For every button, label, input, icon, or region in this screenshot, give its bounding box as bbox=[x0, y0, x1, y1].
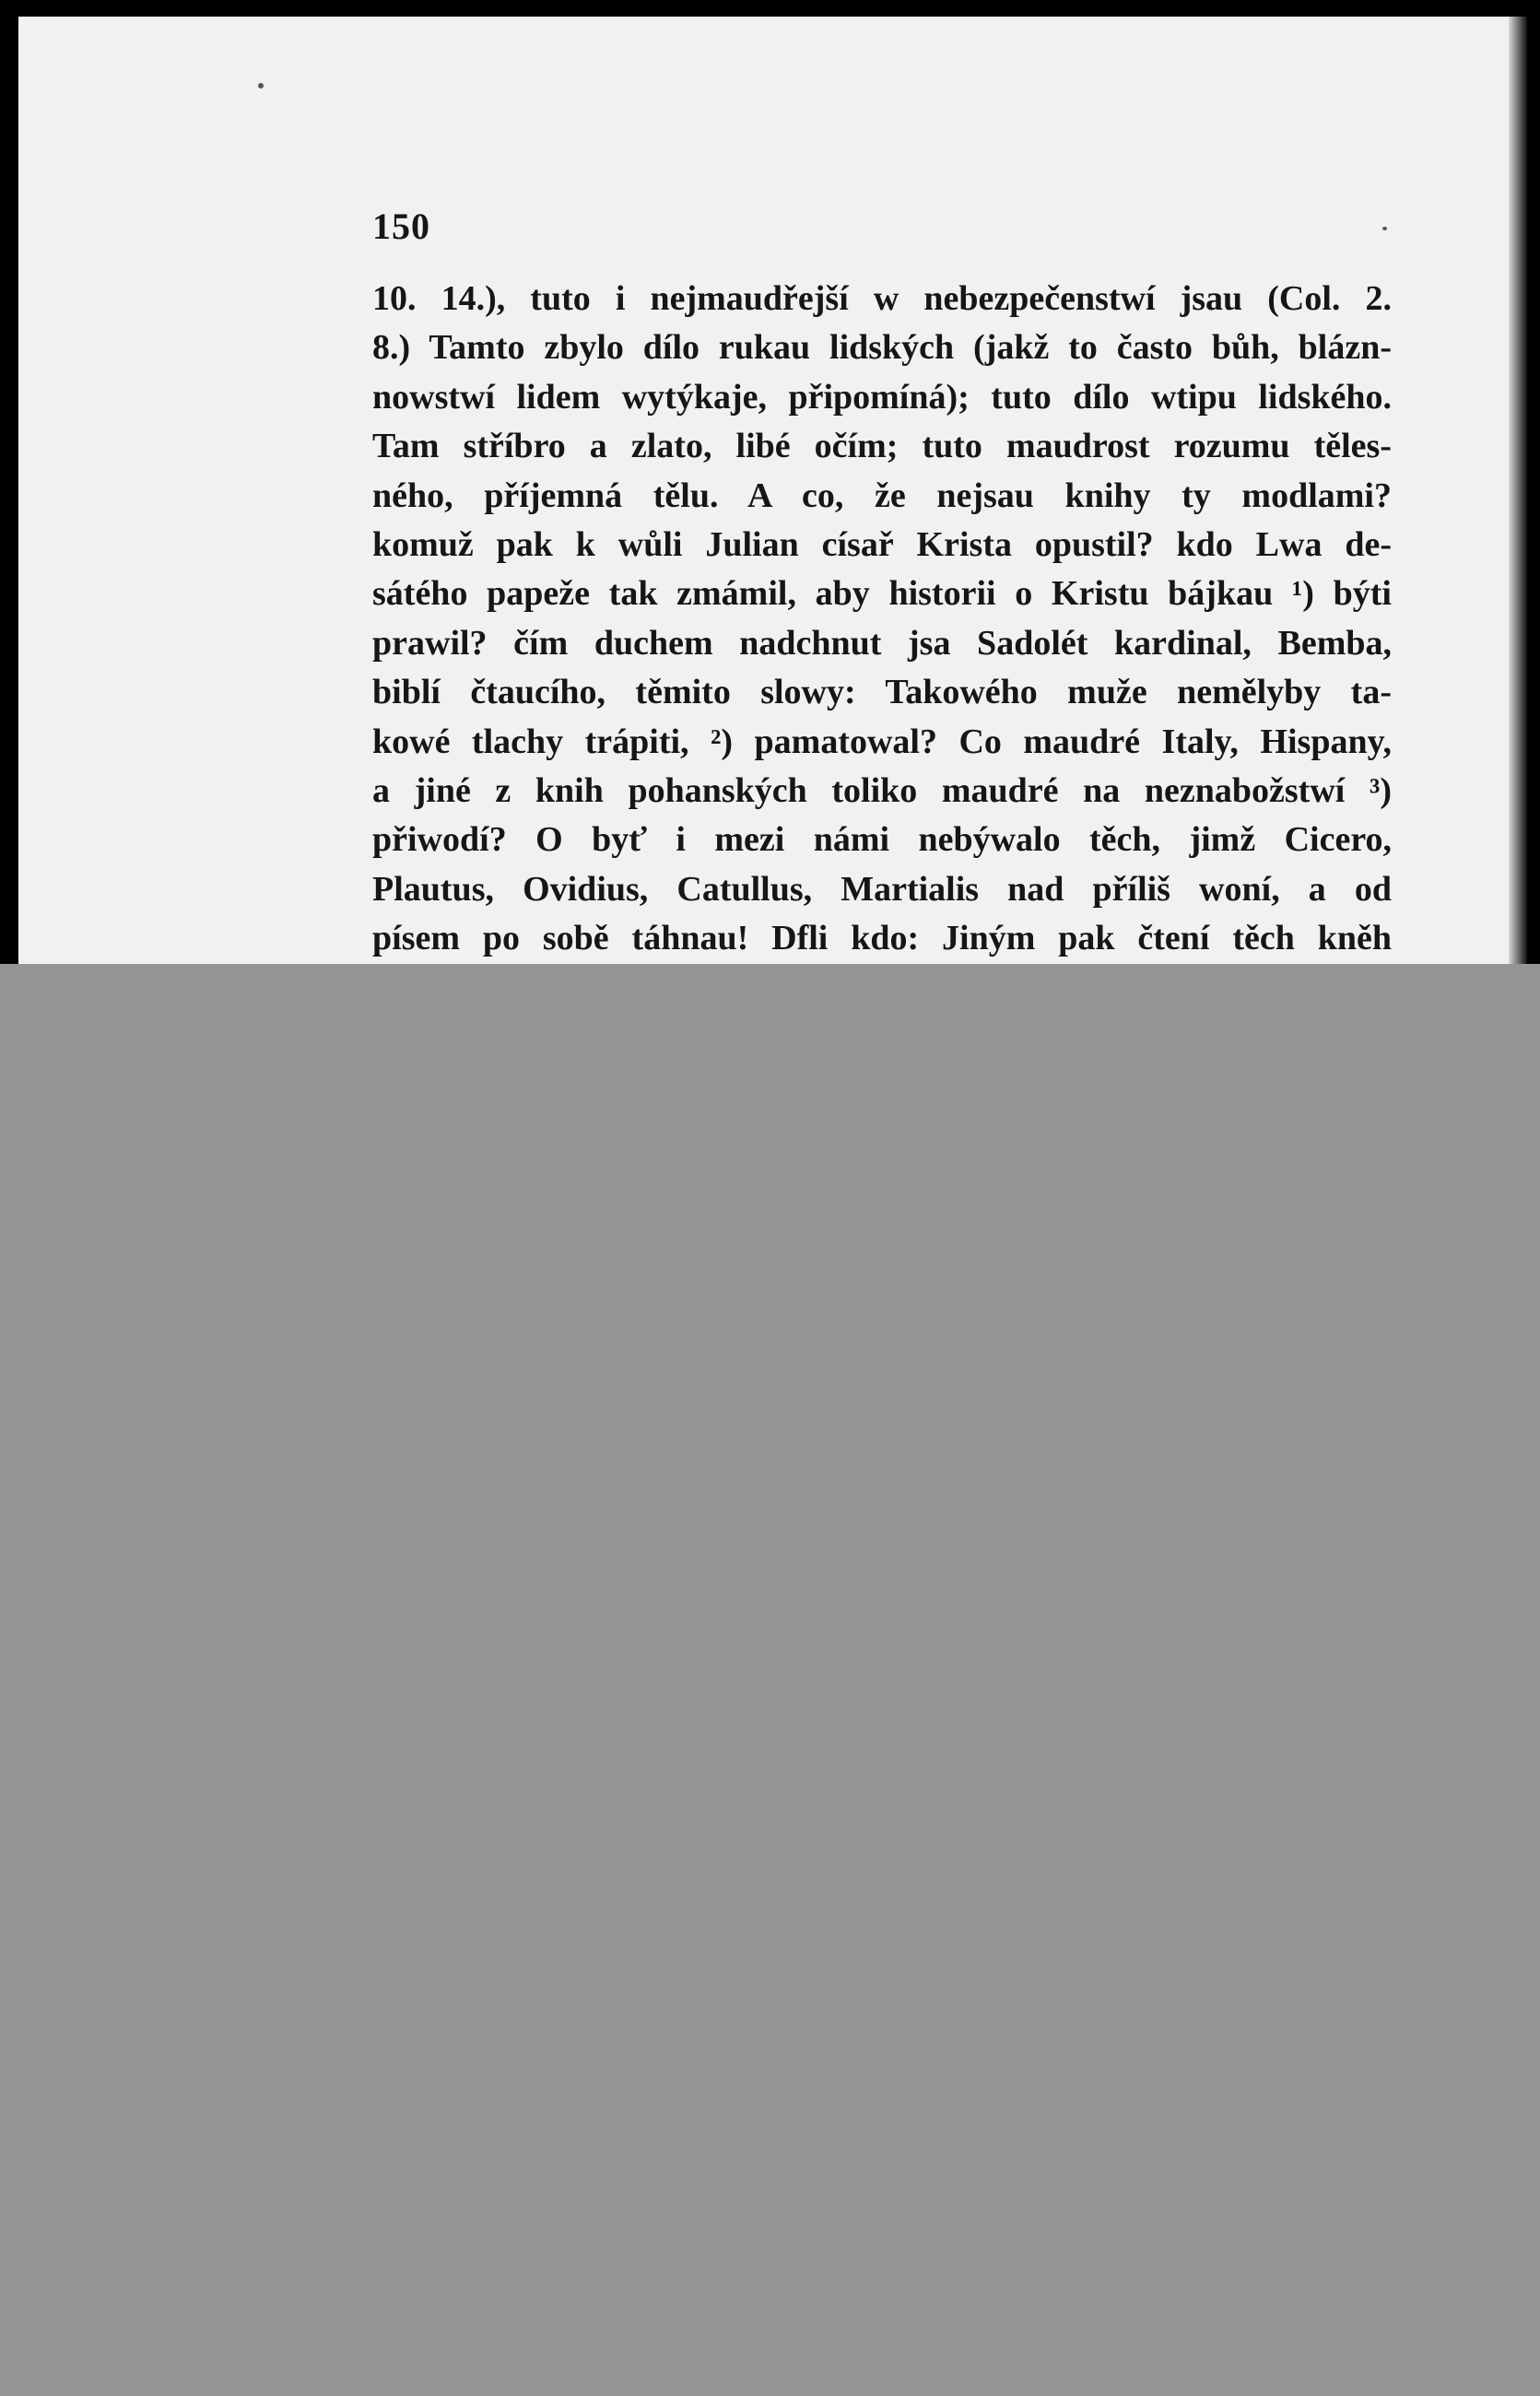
ink-speck bbox=[1382, 227, 1387, 230]
text-line: a jiné z knih pohanských toliko maudré na neznabožstwí ³) bbox=[372, 770, 1392, 810]
text-line: písem po sobě táhnau! Dfli kdo: Jiným pak čtení těch kněh bbox=[372, 919, 1392, 958]
text-line: sátého papeže tak zmámil, aby historii o Kristu bájkau ¹) býti bbox=[372, 574, 1392, 614]
text-line: Tam stříbro a zlato, libé očím; tuto maudrost rozumu těles- bbox=[372, 427, 1392, 466]
text-line: Plautus, Ovidius, Catullus, Martialis nad příliš woní, a od bbox=[372, 869, 1392, 909]
text-line: 10. 14.), tuto i nejmaudřejší w nebezpečenstwí jsau (Col. 2. bbox=[372, 279, 1392, 318]
text-line: kowé tlachy trápiti, ²) pamatowal? Co maudré Italy, Hispany, bbox=[372, 722, 1392, 761]
page-number: 150 bbox=[372, 206, 430, 247]
text-line: nowstwí lidem wytýkaje, připomíná); tuto dílo wtipu lidského. bbox=[372, 377, 1392, 417]
text-line: ného, příjemná tělu. A co, že nejsau knihy ty modlami? bbox=[372, 476, 1392, 515]
body-text bbox=[372, 275, 1392, 1013]
text-line: 8.) Tamto zbylo dílo rukau lidských (jakž to často bůh, blázn- bbox=[372, 328, 1392, 368]
page-edge bbox=[1509, 17, 1527, 966]
ink-speck bbox=[258, 83, 264, 88]
text-line: prawil? čím duchem nadchnut jsa Sadolét kardinal, Bemba, bbox=[372, 623, 1392, 663]
redaction-overlay bbox=[0, 964, 1540, 2396]
text-line: biblí čtaucího, těmito slowy: Takowého muže nemělyby ta- bbox=[372, 673, 1392, 712]
text-line: komuž pak k wůli Julian císař Krista opustil? kdo Lwa de- bbox=[372, 524, 1392, 564]
text-line: přiwodí? O byť i mezi námi nebýwalo těch, jimž Cicero, bbox=[372, 820, 1392, 860]
